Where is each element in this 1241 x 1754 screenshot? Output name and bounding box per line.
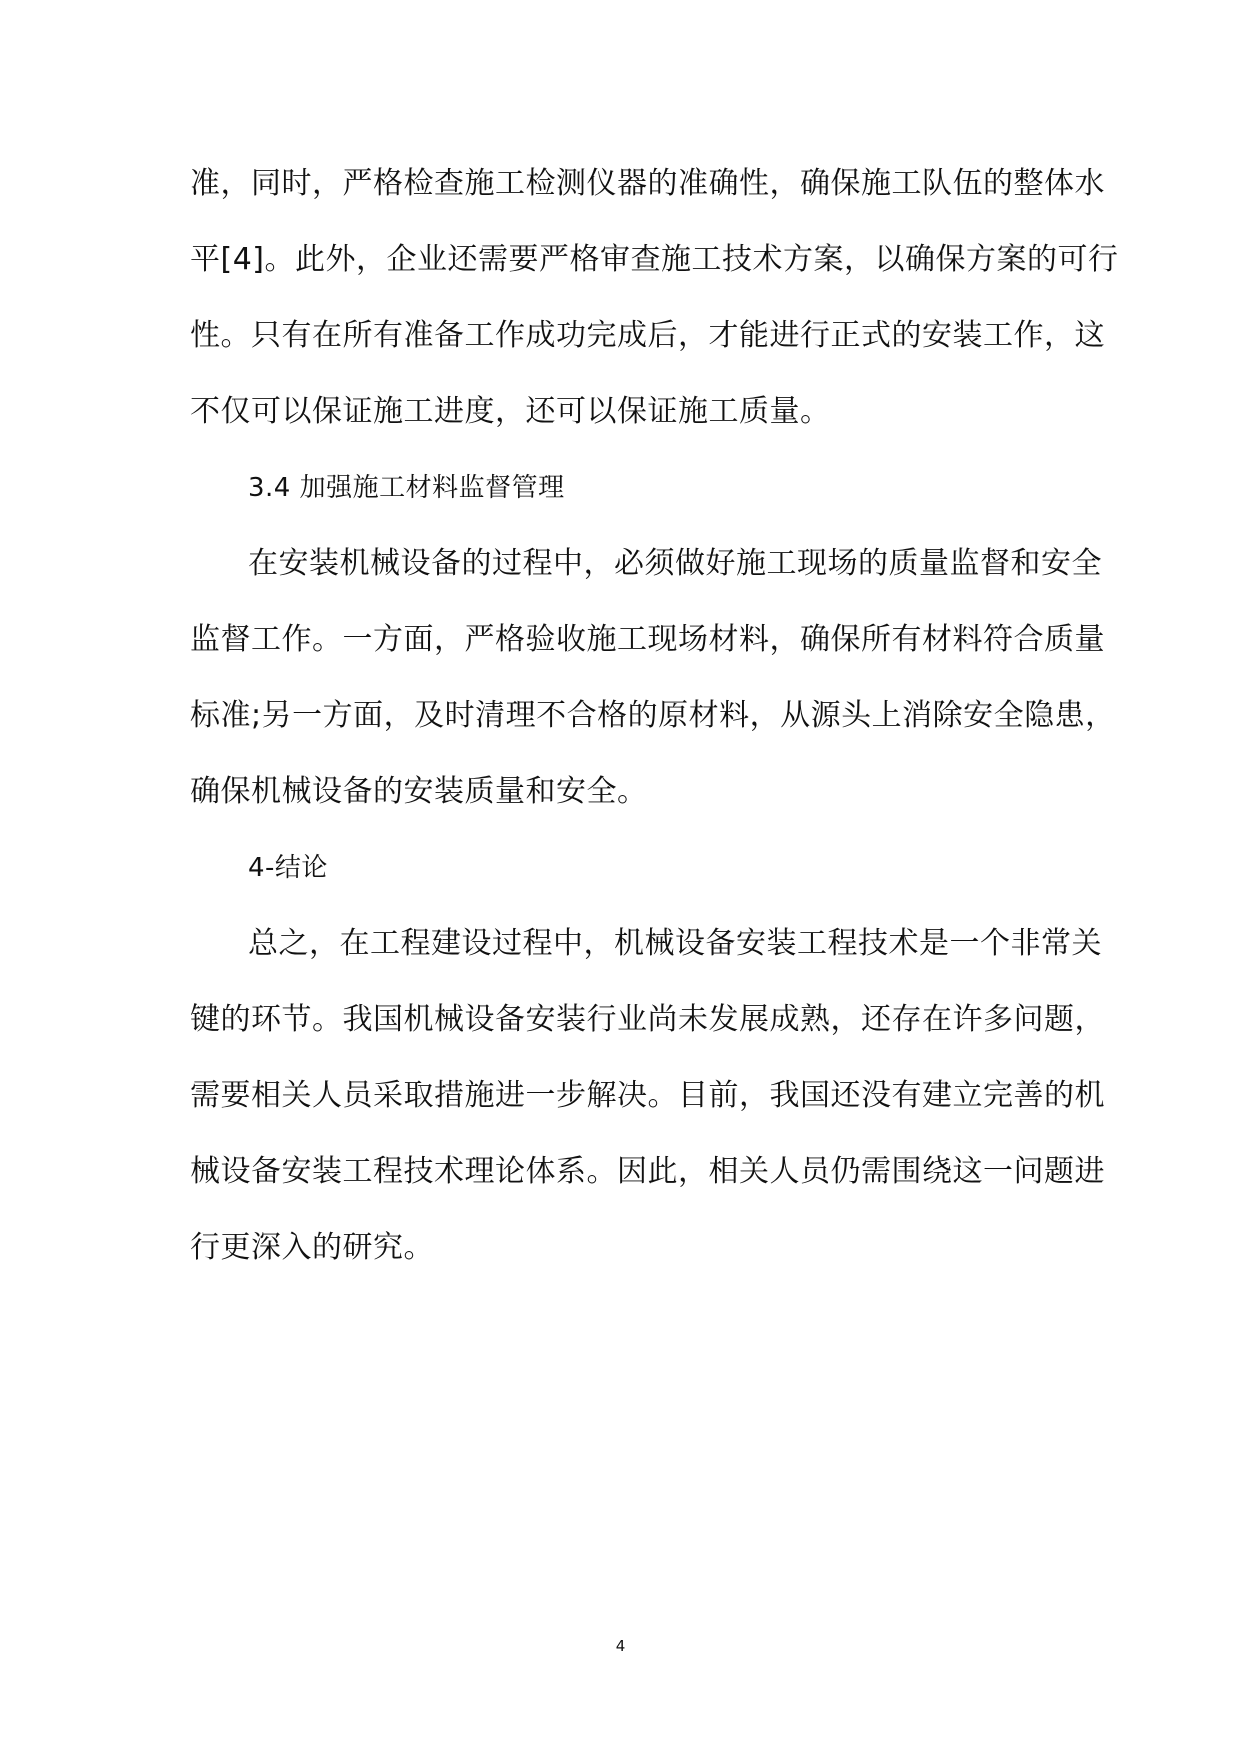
paragraph-line: 键的环节。我国机械设备安装行业尚未发展成熟，还存在许多问题， <box>190 1002 1105 1037</box>
paragraph-line: 标准;另一方面，及时清理不合格的原材料，从源头上消除安全隐患， <box>190 698 1116 733</box>
paragraph-line: 需要相关人员采取措施进一步解决。目前，我国还没有建立完善的机 <box>190 1078 1105 1113</box>
paragraph-line: 准，同时，严格检查施工检测仪器的准确性，确保施工队伍的整体水 <box>190 166 1105 201</box>
page-number: 4 <box>615 1637 626 1655</box>
paragraph-line: 确保机械设备的安装质量和安全。 <box>190 774 648 809</box>
section-heading-3-4: 3.4 加强施工材料监督管理 <box>248 473 565 503</box>
paragraph-line: 在安装机械设备的过程中，必须做好施工现场的质量监督和安全 <box>248 546 1102 581</box>
section-heading-conclusion: 4-结论 <box>248 853 328 883</box>
paragraph-line: 械设备安装工程技术理论体系。因此，相关人员仍需围绕这一问题进 <box>190 1154 1105 1189</box>
paragraph-line: 性。只有在所有准备工作成功完成后，才能进行正式的安装工作，这 <box>190 318 1105 353</box>
paragraph-line: 不仅可以保证施工进度，还可以保证施工质量。 <box>190 394 831 429</box>
paragraph-line: 行更深入的研究。 <box>190 1230 434 1265</box>
paragraph-line: 总之，在工程建设过程中，机械设备安装工程技术是一个非常关 <box>248 926 1102 961</box>
paragraph-line: 平[4]。此外，企业还需要严格审查施工技术方案，以确保方案的可行 <box>190 242 1119 277</box>
paragraph-line: 监督工作。一方面，严格验收施工现场材料，确保所有材料符合质量 <box>190 622 1105 657</box>
body-text <box>190 146 1119 1286</box>
